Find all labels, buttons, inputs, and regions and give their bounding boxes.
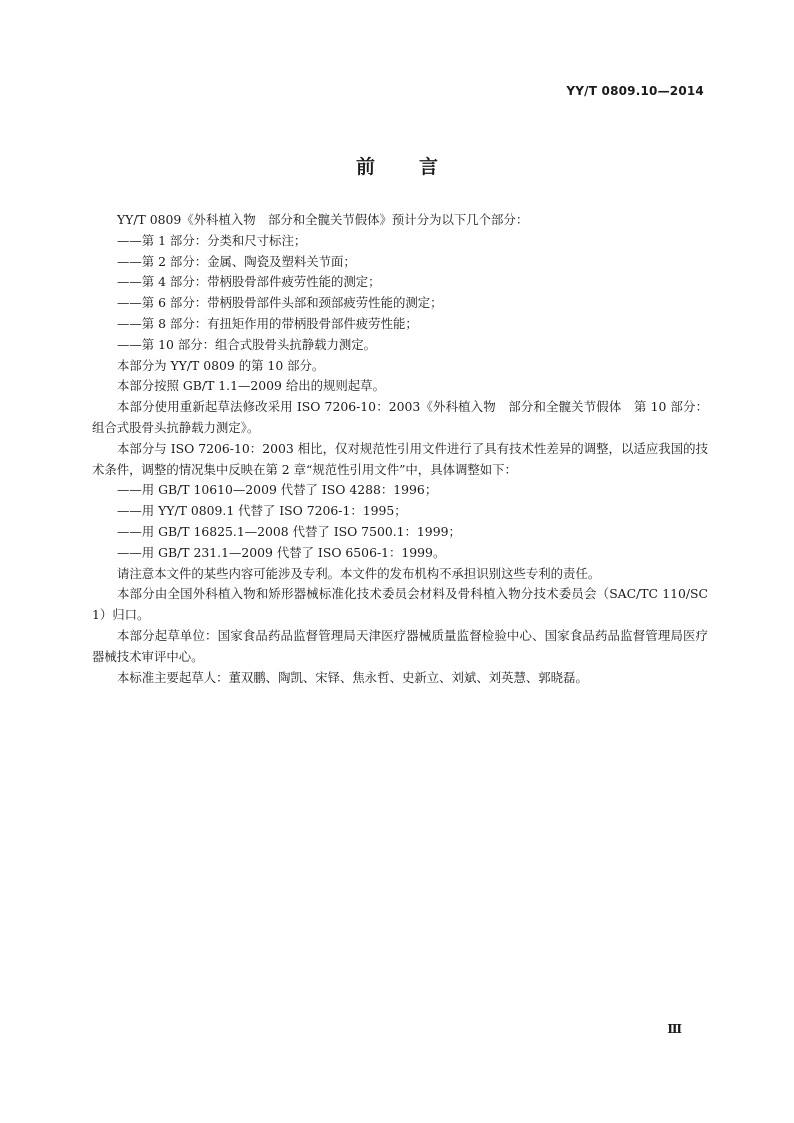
paragraph-drafting-units: 本部分起草单位：国家食品药品监督管理局天津医疗器械质量监督检验中心、国家食品药品监督管理局医疗器械技术审评中心。 xyxy=(92,627,708,664)
list-item-part-8: ——第 8 部分：有扭矩作用的带柄股骨部件疲劳性能； xyxy=(117,315,418,331)
document-body xyxy=(92,210,708,688)
paragraph-differences: 本部分与 ISO 7206-10：2003 相比，仅对规范性引用文件进行了具有技术性差异的调整，以适应我国的技术条件，调整的情况集中反映在第 2 章“规范性引用文件”中，具体调整如下： xyxy=(92,440,708,477)
paragraph-drafters: 本标准主要起草人：董双鹏、陶凯、宋铎、焦永哲、史新立、刘斌、刘英慧、郭晓磊。 xyxy=(117,669,588,685)
paragraph-this-part: 本部分为 YY/T 0809 的第 10 部分。 xyxy=(117,357,325,373)
paragraph-adoption: 本部分使用重新起草法修改采用 ISO 7206-10：2003《外科植入物 部分和全髋关节假体 第 10 部分：组合式股骨头抗静载力测定》。 xyxy=(92,399,708,435)
list-item-part-6: ——第 6 部分：带柄股骨部件头部和颈部疲劳性能的测定； xyxy=(117,295,443,311)
list-item-replacement-1: ——用 GB/T 10610—2009 代替了 ISO 4288：1996； xyxy=(117,482,438,498)
list-item-part-10: ——第 10 部分：组合式股骨头抗静载力测定。 xyxy=(117,336,377,352)
list-item-part-4: ——第 4 部分：带柄股骨部件疲劳性能的测定； xyxy=(117,274,381,290)
page-number: Ⅲ xyxy=(667,1022,682,1036)
paragraph-patent-notice: 请注意本文件的某些内容可能涉及专利。本文件的发布机构不承担识别这些专利的责任。 xyxy=(117,565,601,581)
standard-number: YY/T 0809.10—2014 xyxy=(566,84,704,98)
list-item-replacement-2: ——用 YY/T 0809.1 代替了 ISO 7206-1：1995； xyxy=(117,503,407,519)
paragraph-series-intro: YY/T 0809《外科植入物 部分和全髋关节假体》预计分为以下几个部分： xyxy=(117,212,529,227)
page-title: 前言 xyxy=(355,156,482,178)
paragraph-drafting-rules: 本部分按照 GB/T 1.1—2009 给出的规则起草。 xyxy=(117,378,385,394)
paragraph-responsible-committee: 本部分由全国外科植入物和矫形器械标准化技术委员会材料及骨科植入物分技术委员会（SAC/TC 110/SC 1）归口。 xyxy=(92,586,708,623)
list-item-replacement-3: ——用 GB/T 16825.1—2008 代替了 ISO 7500.1：1999； xyxy=(117,523,461,539)
list-item-part-1: ——第 1 部分：分类和尺寸标注； xyxy=(117,232,307,248)
list-item-part-2: ——第 2 部分：金属、陶瓷及塑料关节面； xyxy=(117,253,356,269)
list-item-replacement-4: ——用 GB/T 231.1—2009 代替了 ISO 6506-1：1999。 xyxy=(117,544,446,560)
